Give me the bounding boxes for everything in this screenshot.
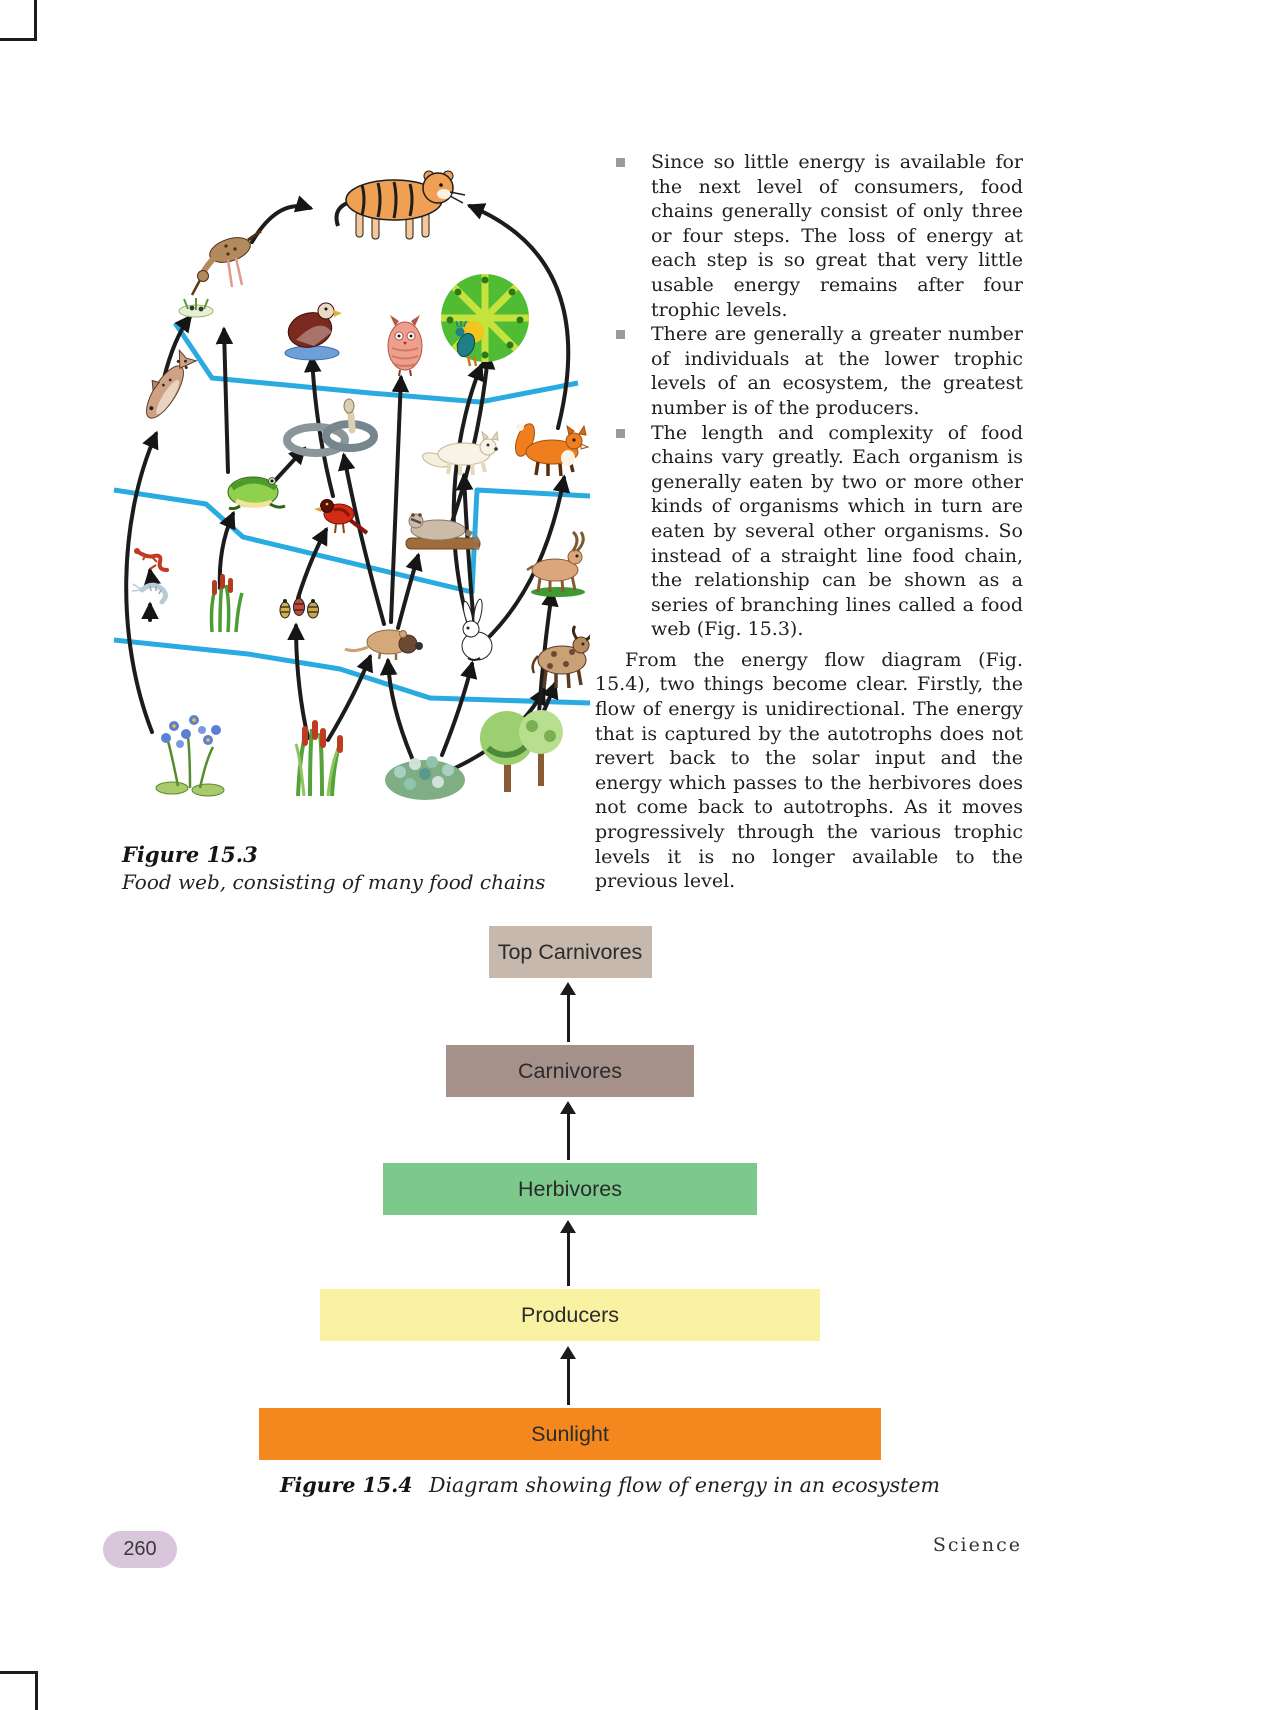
bullet-item [595,421,1023,642]
energy-flow-arrow [559,1220,577,1286]
tiger-icon [337,171,466,239]
pyramid-level-sunlight: Sunlight [259,1408,881,1460]
cattails-icon [296,720,343,796]
figure-15-3-caption [122,842,552,894]
pyramid-level-carnivores: Carnivores [446,1045,694,1097]
red-bird-icon [314,500,367,534]
red-fox-icon [512,421,588,476]
ibex-icon [527,532,585,597]
bullet-item [595,322,1023,420]
energy-flow-arrow [559,982,577,1042]
bullet-text: Since so little energy is available for the next level of consumers, food chains generally consist of only three or four steps. The loss of energy at each step is so great that very little usable energy remains after four trophic levels. [651,151,1023,321]
prawn-icon [132,584,166,602]
figure-15-3-caption-text: Food web, consisting of many food chains [122,870,546,894]
pyramid-level-herbivores: Herbivores [383,1163,757,1215]
snake-icon [287,399,374,453]
civet-icon [406,513,480,549]
book-title-footer: Science [932,1534,1022,1556]
water-line-middle [114,490,590,592]
bullet-marker-icon [616,330,625,339]
insects-icon [280,595,319,618]
pyramid-level-top-carnivores: Top Carnivores [489,926,652,978]
figure-15-4-label: Figure 15.4 [280,1473,413,1497]
eagle-icon [285,303,342,360]
reed-clump-icon [212,574,243,632]
page-number-badge: 260 [103,1531,177,1568]
body-paragraph: From the energy flow diagram (Fig. 15.4), two things become clear. Firstly, the flow of energy is unidirectional. The energy that is captured by the autotrophs does not revert back to the solar input and the energy which passes to the herbivores does not come back to autotrophs. As it moves progressively through the various trophic levels it is no longer available to the previous level. [595,648,1023,893]
bullet-text: The length and complexity of food chains vary greatly. Each organism is generally eaten by two or more other kinds of organisms which in turn are eaten by several other organisms. So instead of a straight line food chain, the relationship can be shown as a series of branching lines called a food web (Fig. 15.3). [651,421,1023,641]
fish-icon [135,347,197,424]
corner-mark-top-left-vertical [34,0,37,40]
bullet-item [595,150,1023,322]
wading-bird-icon [179,231,261,317]
peacock-icon [441,274,529,366]
bullet-list [595,150,1023,642]
figure-15-4-caption [250,1473,970,1497]
corner-mark-top-left-horizontal [0,38,37,41]
body-text-column [595,150,1023,894]
trees-icon [480,710,563,792]
bullet-text: There are generally a greater number of individuals at the lower trophic levels of an ecosystem, the greatest number is of the producers. [651,323,1023,419]
corner-mark-bottom-left-vertical [35,1671,38,1710]
flowering-plants-icon [156,715,224,796]
bullet-marker-icon [616,158,625,167]
figure-15-3-label: Figure 15.3 [122,842,258,867]
shrub-icon [385,756,465,800]
energy-flow-arrow [559,1101,577,1160]
pyramid-level-producers: Producers [320,1289,820,1341]
rat-icon [345,630,423,660]
rabbit-icon [461,599,492,660]
bullet-marker-icon [616,429,625,438]
lizard-icon [134,548,167,570]
owl-icon [388,315,422,376]
corner-mark-bottom-left-horizontal [0,1671,38,1674]
energy-flow-arrow [559,1346,577,1405]
food-web-figure [100,140,590,810]
figure-15-4-caption-text: Diagram showing flow of energy in an ecosystem [429,1473,940,1497]
